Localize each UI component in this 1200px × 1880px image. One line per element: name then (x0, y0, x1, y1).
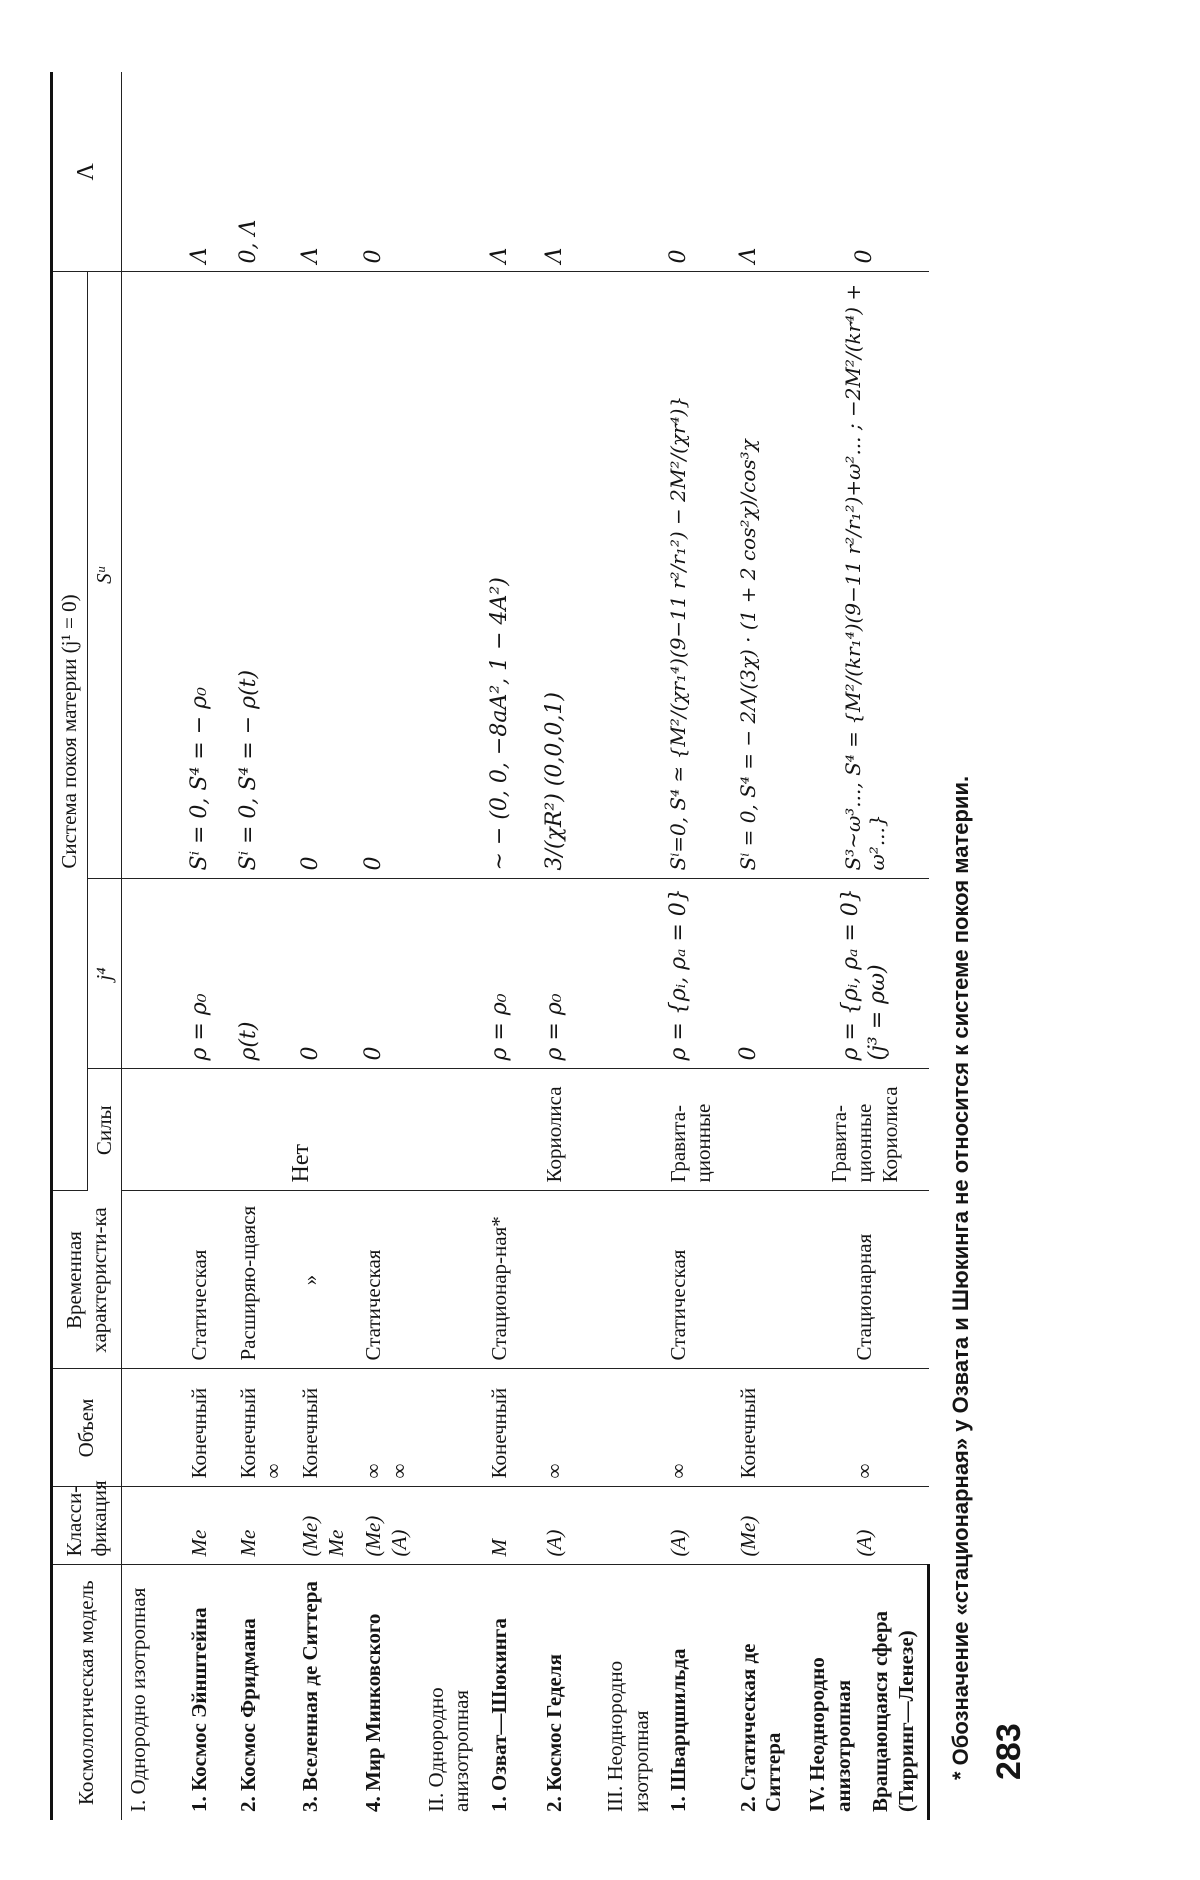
table-row (357, 72, 420, 1820)
table-row (732, 72, 802, 1820)
volume: Конечный ∞ (232, 1369, 295, 1487)
table-row (662, 72, 732, 1820)
forces: Нет (183, 1069, 420, 1191)
classification: (A) (801, 1487, 928, 1565)
table-header-row (52, 72, 88, 1820)
smu-value: ∼ − (0, 0, −8aA², 1 − 4A²) (483, 272, 538, 879)
lambda-value: Λ (183, 72, 232, 272)
model-name: 4. Мир Минковского (361, 1613, 386, 1812)
volume: ∞ (662, 1369, 732, 1487)
table-row (122, 72, 183, 1820)
header-rest-system: Система покоя материи (j¹ = 0) (52, 272, 88, 1191)
section-heading: IV. Неоднородно анизотропная (805, 1657, 856, 1812)
volume: Конечный (732, 1369, 802, 1487)
smu-value: Sⁱ = 0, S⁴ = − ρ(t) (232, 272, 295, 879)
lambda-value: Λ (294, 72, 357, 272)
table-row (599, 72, 662, 1820)
volume: ∞ (801, 1369, 928, 1487)
j4-value: ρ = ρ₀ (538, 879, 599, 1069)
forces: Кориолиса (538, 1069, 599, 1191)
j4-value: ρ(t) (232, 879, 295, 1069)
j4-value: ρ = ρ₀ (483, 879, 538, 1069)
time-characteristic: Стационарная (801, 1191, 928, 1369)
model-name: 3. Вселенная де Ситтера (298, 1581, 323, 1812)
table-row (483, 72, 538, 1820)
table-row (232, 72, 295, 1820)
volume: ∞ (538, 1369, 599, 1487)
j4-value: 0 (732, 879, 802, 1069)
smu-value: S³∼ω³..., S⁴ = {M²/(kr₁⁴)(9−11 r²/r₁²)+ω²... ; −2M²/(kr⁴) + ω²...} (801, 272, 928, 879)
time-characteristic (732, 1191, 802, 1369)
model-name: 1. Шварцшильда (665, 1648, 690, 1812)
lambda-value: 0 (801, 72, 928, 272)
forces: Гравита-ционные Кориолиса (801, 1069, 928, 1191)
lambda-value: Λ (538, 72, 599, 272)
header-volume: Объем (52, 1369, 122, 1487)
header-time: Временная характеристи-ка (52, 1191, 122, 1369)
model-name: 2. Статическая де Ситтера (735, 1643, 786, 1812)
volume: Конечный (183, 1369, 232, 1487)
smu-value: 3/(χR²) (0,0,0,1) (538, 272, 599, 879)
volume: Конечный (483, 1369, 538, 1487)
forces (732, 1069, 802, 1191)
lambda-value: Λ (483, 72, 538, 272)
j4-value: ρ = {ρᵢ, ρₐ = 0} (662, 879, 732, 1069)
time-characteristic: Статическая (183, 1191, 232, 1369)
smu-value: 0 (294, 272, 357, 879)
j4-value: 0 (294, 879, 357, 1069)
smu-value: Sⁱ=0, S⁴ ≃ {M²/(χr₁⁴)(9−11 r²/r₁²) − 2M²/(χr⁴)} (662, 272, 732, 879)
cosmological-models-table (50, 72, 930, 1820)
header-j4: j⁴ (87, 879, 122, 1069)
time-characteristic: » (294, 1191, 357, 1369)
classification: Me (232, 1487, 295, 1565)
classification: (A) (662, 1487, 732, 1565)
header-forces: Силы (87, 1069, 122, 1191)
lambda-value: Λ (732, 72, 802, 272)
classification: (A) (538, 1487, 599, 1565)
table-row (801, 72, 864, 1820)
j4-value: 0 (357, 879, 420, 1069)
model-name: 1. Космос Эйнштейна (187, 1607, 212, 1812)
model-name: 1. Озват—Шюкинга (486, 1618, 511, 1812)
j4-value: ρ = ρ₀ (183, 879, 232, 1069)
page-number: 283 (990, 1723, 1028, 1780)
section-heading: II. Однородно анизотропная (423, 1687, 474, 1812)
volume: Конечный (294, 1369, 357, 1487)
classification: (Me) (A) (357, 1487, 420, 1565)
model-name: 2. Космос Геделя (541, 1654, 566, 1812)
header-model: Космологическая модель (52, 1565, 122, 1820)
table-row (538, 72, 599, 1820)
smu-value: 0 (357, 272, 420, 879)
classification: Me (183, 1487, 232, 1565)
time-characteristic: Статическая (662, 1191, 732, 1369)
classification: M (483, 1487, 538, 1565)
lambda-value: 0, Λ (232, 72, 295, 272)
table-row (183, 72, 232, 1820)
lambda-value: 0 (662, 72, 732, 272)
header-lambda: Λ (52, 72, 122, 272)
smu-value: Sⁱ = 0, S⁴ = − 2Λ/(3χ) · (1 + 2 cos²χ)/cos³χ (732, 272, 802, 879)
forces: Гравита-ционные (662, 1069, 732, 1191)
section-heading: I. Однородно изотропная (126, 1587, 151, 1812)
table-row (420, 72, 483, 1820)
time-characteristic: Расширяю-щаяся (232, 1191, 295, 1369)
time-characteristic: Стационар-ная* (483, 1191, 538, 1369)
time-characteristic: Статическая (357, 1191, 420, 1369)
volume: ∞ ∞ (357, 1369, 420, 1487)
footnote: * Обозначение «стационарная» у Озвата и Шюкинга не относится к системе покоя материи. (948, 775, 973, 1780)
header-classification: Класси-фикация (52, 1487, 122, 1565)
j4-value: ρ = {ρᵢ, ρₐ = 0} (j³ = ρω) (801, 879, 928, 1069)
model-name: 2. Космос Фридмана (235, 1618, 260, 1812)
time-characteristic (538, 1191, 599, 1369)
model-name: Вращающаяся сфера (Тирринг—Ленезе) (864, 1565, 928, 1820)
lambda-value: 0 (357, 72, 420, 272)
forces (483, 1069, 538, 1191)
classification: (Me) (732, 1487, 802, 1565)
table-row (294, 72, 357, 1820)
smu-value: Sⁱ = 0, S⁴ = − ρ₀ (183, 272, 232, 879)
header-smu: Sᵘ (87, 272, 122, 879)
classification: (Me) Me (294, 1487, 357, 1565)
section-heading: III. Неоднородно изотропная (602, 1660, 653, 1812)
rotated-page-content (50, 40, 1070, 1820)
